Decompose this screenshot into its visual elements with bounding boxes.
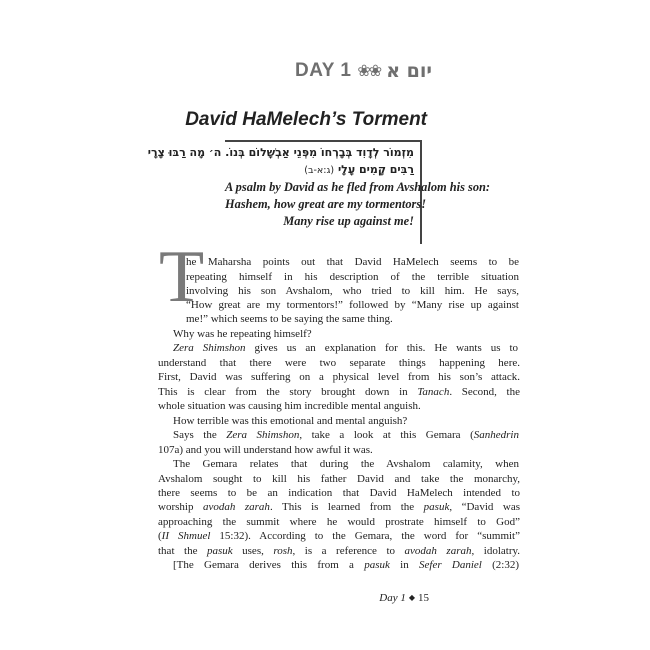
- drop-cap: T: [159, 236, 205, 318]
- body-line: repeating himself in his description of the terrible situation: [186, 271, 519, 283]
- body-line: he Maharsha points out that David HaMelech seems to be: [186, 256, 519, 268]
- chapter-title: David HaMelech’s Torment: [185, 109, 427, 130]
- body-line: approaching the summit where he would prostrate himself to God”: [158, 516, 520, 528]
- day-label: DAY 1: [295, 60, 352, 81]
- verse-english-line-3: Many rise up against me!: [283, 214, 414, 228]
- body-line: Says the Zera Shimshon, take a look at this Gemara (Sanhedrin: [173, 429, 519, 441]
- diamond-icon: ◆: [408, 593, 415, 602]
- verse-hebrew-ref: (ג:א-ב): [304, 165, 335, 176]
- body-line: 107a) and you will understand how awful it was.: [158, 444, 373, 456]
- body-line: How terrible was this emotional and mental anguish?: [173, 415, 408, 427]
- body-line: (II Shmuel 15:32). According to the Gemara, the word for “summit”: [158, 530, 520, 542]
- body-line: whole situation was causing him incredible mental anguish.: [158, 400, 421, 412]
- verse-hebrew-line-1: מִזְמוֹר לְדָוִד בְּבָרְחוֹ מִפְּנֵי אַבְשָׁלוֹם בְּנוֹ. ה׳ מָה רַבּוּ צָרָי: [147, 146, 414, 159]
- ornament-icon: ❀❀: [357, 63, 381, 80]
- body-line: Avshalom sought to kill his father David and take the monarchy,: [158, 473, 520, 485]
- page-number: 15: [418, 592, 429, 604]
- body-line: Zera Shimshon gives us an explanation for this. He wants us to: [173, 342, 518, 354]
- body-line: The Gemara relates that during the Avshalom calamity, when: [173, 458, 519, 470]
- verse-hebrew-text: רַבִּים קָמִים עָלָי: [337, 163, 414, 176]
- body-line: “How great are my tormentors!” followed by “Many rise up against: [186, 299, 519, 311]
- body-line: understand that there were two separate things happening here.: [158, 357, 520, 369]
- footer-day-label: Day 1: [379, 592, 406, 604]
- verse-english-line-1: A psalm by David as he fled from Avshalom his son:: [225, 180, 491, 194]
- body-line: First, David was suffering on a physical level from his son’s attack.: [158, 371, 520, 383]
- page-footer: [379, 592, 429, 604]
- body-line: involving his son Avshalom, who tried to kill him. He says,: [186, 285, 519, 297]
- day-hebrew: יום א: [386, 60, 432, 82]
- body-line: worship avodah zarah. This is learned from the pasuk, “David was: [158, 501, 520, 513]
- verse-english-line-2: Hashem, how great are my tormentors!: [225, 197, 427, 211]
- body-line: This is clear from the story brought down in Tanach. Second, the: [158, 386, 520, 398]
- verse-box: [147, 140, 491, 244]
- body-line: there seems to be an indication that David HaMelech intended to: [158, 487, 520, 499]
- day-header: [295, 60, 432, 82]
- body-line: Why was he repeating himself?: [173, 328, 312, 340]
- body-line: [The Gemara derives this from a pasuk in Sefer Daniel (2:32): [173, 559, 519, 571]
- verse-hebrew-line-2: [225, 161, 414, 179]
- body-line: me!” which seems to be saying the same thing.: [186, 313, 393, 325]
- body-line: that the pasuk uses, rosh, is a reference to avodah zarah, idolatry.: [158, 545, 521, 557]
